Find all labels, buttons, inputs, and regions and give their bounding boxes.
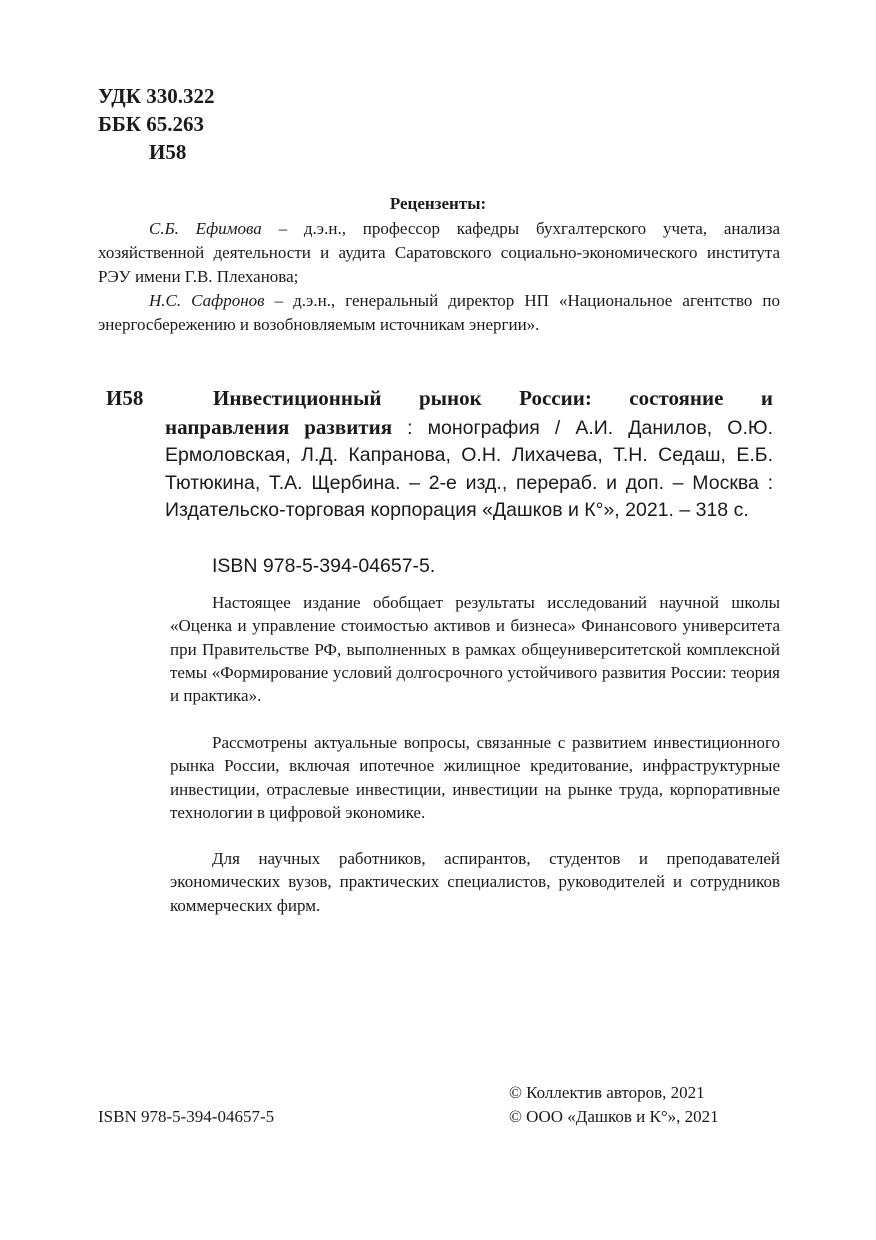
copyright-authors: © Коллектив авторов, 2021 [509, 1083, 705, 1102]
bibliographic-entry [165, 385, 773, 525]
classification-codes [98, 82, 214, 166]
udk-code: УДК 330.322 [98, 84, 215, 108]
author-sign: И58 [149, 140, 187, 164]
annotation-text: Для научных работников, аспирантов, студентов и преподавателей экономических вузов, практических специалистов, руководителей и сотрудников коммерческих фирм. [170, 849, 780, 915]
copyright-publisher: © ООО «Дашков и К°», 2021 [509, 1107, 719, 1126]
reviewer-1 [98, 217, 780, 289]
book-title: Инвестиционный рынок России: состояние и направления развития [165, 386, 773, 439]
bbk-code: ББК 65.263 [98, 112, 204, 136]
entry-code: И58 [106, 386, 144, 410]
annotation-paragraph-3 [170, 847, 780, 917]
annotation-text: Настоящее издание обобщает результаты исследований научной школы «Оценка и управление стоимостью активов и бизнеса» Финансового университета при Правительстве РФ, выполненных в рамках общеуниверситетской комплексной темы «Формирование условий долгосрочного устойчивого развития России: теория и практика». [170, 593, 780, 706]
book-description: : монография / А.И. Данилов, О.Ю. Ермоловская, Л.Д. Капранова, О.Н. Лихачева, Т.Н. Седаш, Е.Б. Тютюкина, Т.А. Щербина. – 2-е изд., перераб. и доп. – Москва : Издательско-торговая корпорация «Дашков и К°», 2021. – 318 с. [165, 416, 773, 521]
footer-isbn: ISBN 978-5-394-04657-5 [98, 1107, 275, 1126]
annotation-text: Рассмотрены актуальные вопросы, связанные с развитием инвестиционного рынка России, включая ипотечное жилищное кредитование, инфраструктурные инвестиции, отраслевые инвестиции, инвестиции на рынке труда, корпоративные технологии в цифровой экономике. [170, 733, 780, 822]
annotation-paragraph-1 [170, 591, 780, 707]
reviewer-2-text: – д.э.н., генеральный директор НП «Национальное агентство по энергосбережению и возобновляемым источникам энергии». [98, 291, 781, 334]
reviewers-heading: Рецензенты: [389, 194, 487, 213]
reviewer-1-name: С.Б. Ефимова [149, 219, 262, 238]
entry-isbn: ISBN 978-5-394-04657-5. [212, 555, 436, 577]
annotation-paragraph-2 [170, 731, 780, 824]
reviewer-2 [98, 289, 780, 337]
reviewer-2-name: Н.С. Сафронов [149, 291, 265, 310]
reviewer-1-text: – д.э.н., профессор кафедры бухгалтерского учета, анализа хозяйственной деятельности и аудита Саратовского социально-экономического института РЭУ имени Г.В. Плеханова; [98, 219, 781, 286]
